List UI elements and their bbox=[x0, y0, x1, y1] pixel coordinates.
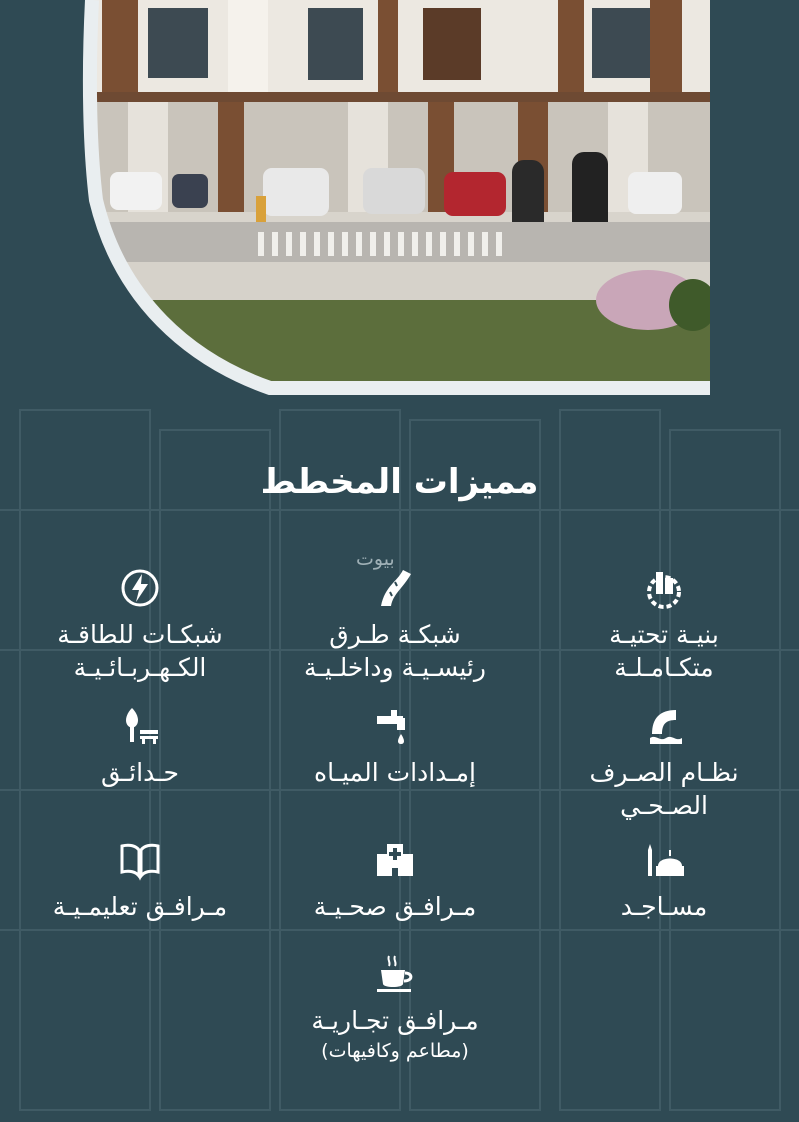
gear-buildings-icon bbox=[554, 566, 774, 610]
feature-label: شبكـة طـرق bbox=[329, 620, 461, 649]
feature-label: شبكـات للطاقـة bbox=[57, 620, 223, 649]
feature-sewage bbox=[554, 704, 774, 822]
road-icon bbox=[285, 566, 505, 610]
sewage-pipe-icon bbox=[554, 704, 774, 748]
feature-commercial bbox=[285, 952, 505, 1065]
lightning-icon bbox=[30, 566, 250, 610]
feature-gardens bbox=[30, 704, 250, 789]
feature-label: بنيـة تحتيـة bbox=[609, 620, 719, 649]
feature-label: نظـام الصـرف bbox=[589, 758, 739, 787]
feature-label-line2: (مطاعم وكافيهات) bbox=[321, 1040, 469, 1062]
feature-label: مـرافـق تجـاريـة bbox=[311, 1006, 479, 1035]
feature-label: إمـدادات الميـاه bbox=[314, 758, 476, 787]
coffee-cup-icon bbox=[285, 952, 505, 996]
feature-roads bbox=[285, 566, 505, 684]
feature-label-line2: الصـحـي bbox=[620, 791, 708, 820]
feature-label-line2: الكـهـربـائـيـة bbox=[73, 653, 207, 682]
hospital-icon bbox=[285, 838, 505, 882]
book-icon bbox=[30, 838, 250, 882]
feature-water bbox=[285, 704, 505, 789]
feature-infrastructure bbox=[554, 566, 774, 684]
feature-label: مـرافـق صحـيـة bbox=[313, 892, 477, 921]
feature-label: مسـاجـد bbox=[620, 892, 708, 921]
feature-education bbox=[30, 838, 250, 923]
feature-mosques bbox=[554, 838, 774, 923]
feature-label-line2: رئيسـيـة وداخلـيـة bbox=[304, 653, 486, 682]
feature-health bbox=[285, 838, 505, 923]
feature-power bbox=[30, 566, 250, 684]
feature-label: مـرافـق تعليمـيـة bbox=[52, 892, 228, 921]
water-tap-icon bbox=[285, 704, 505, 748]
mosque-icon bbox=[554, 838, 774, 882]
page-title: مميزات المخطط bbox=[260, 462, 539, 502]
feature-label-line2: متكـامـلـة bbox=[614, 653, 714, 682]
hero-photo bbox=[88, 0, 710, 388]
tree-bench-icon bbox=[30, 704, 250, 748]
watermark-text: بيوت bbox=[356, 548, 395, 570]
feature-label: حـدائـق bbox=[101, 758, 179, 787]
